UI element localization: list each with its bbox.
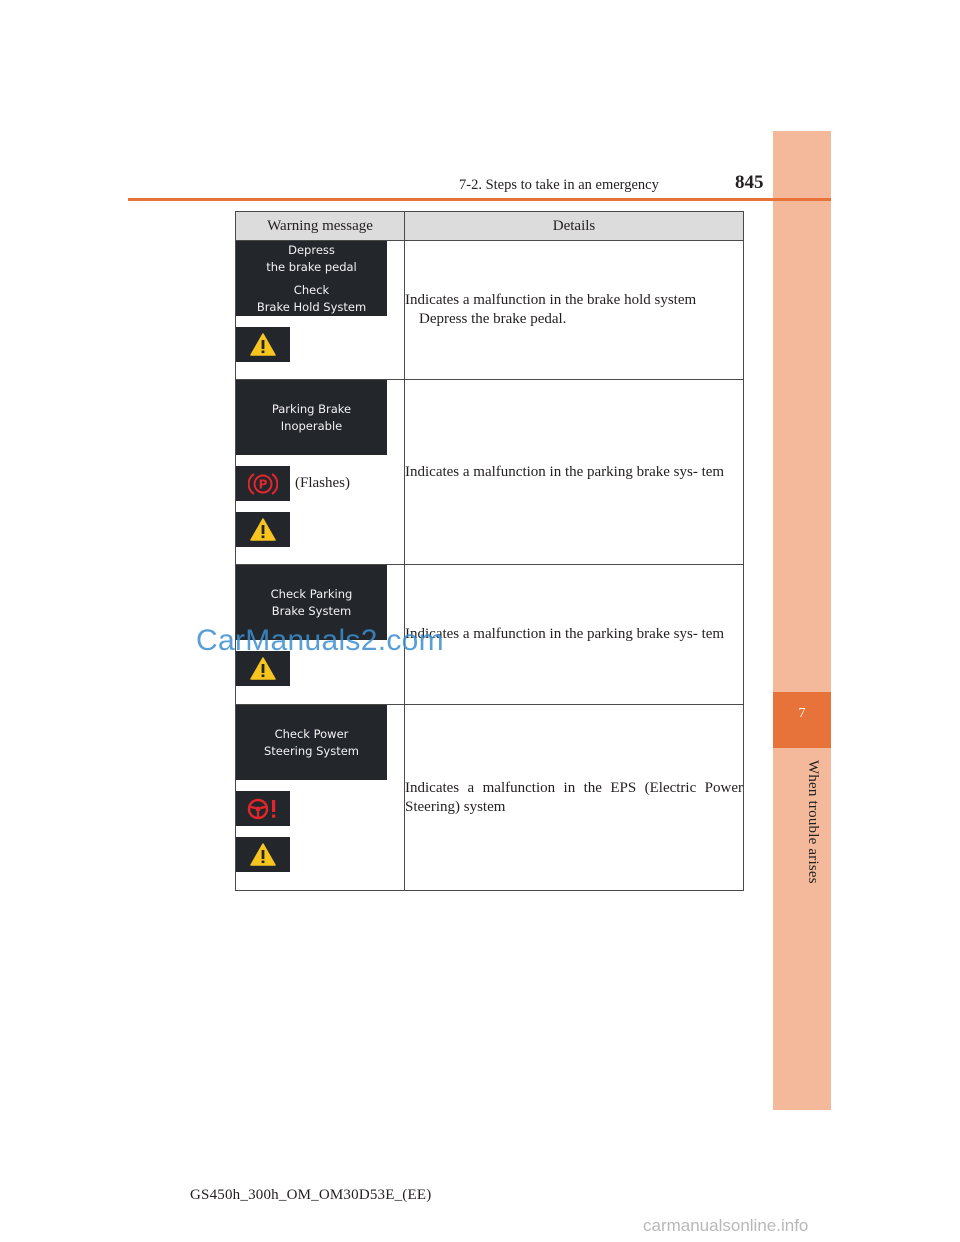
display-line: the brake pedal <box>266 259 357 274</box>
chapter-side-tab <box>773 131 831 1110</box>
column-header-details: Details <box>405 212 744 241</box>
details-cell <box>405 380 744 565</box>
multi-display-screen <box>236 241 387 316</box>
table-row <box>236 380 744 565</box>
warning-message-cell <box>236 380 405 565</box>
watermark-secondary: carmanualsonline.info <box>643 1216 809 1235</box>
page-number: 845 <box>735 172 764 193</box>
multi-display-screen <box>236 705 387 780</box>
details-text: Indicates a malfunction in the EPS (Electric Power Steering) system <box>405 779 743 815</box>
warning-message-cell <box>236 241 405 380</box>
display-line: Parking Brake <box>271 401 352 416</box>
multi-display-screen <box>236 380 387 455</box>
master-warning-icon <box>236 837 290 872</box>
details-cell <box>405 241 744 380</box>
details-subtext: Depress the brake pedal. <box>419 311 567 327</box>
details-text: Indicates a malfunction in the parking brake sys- tem <box>405 626 725 642</box>
section-title: 7-2. Steps to take in an emergency <box>459 177 659 193</box>
display-line: Check Parking <box>270 586 353 601</box>
chapter-number: 7 <box>798 706 806 721</box>
display-line: Brake Hold System <box>256 299 367 314</box>
column-header-warning-message: Warning message <box>236 212 405 241</box>
display-line: Brake System <box>271 603 352 618</box>
display-line: Depress <box>288 242 335 257</box>
display-line: Check Power <box>274 726 349 741</box>
parking-brake-icon <box>236 466 290 501</box>
master-warning-icon <box>236 327 290 362</box>
document-code: GS450h_300h_OM_OM30D53E_(EE) <box>190 1187 432 1203</box>
details-cell <box>405 705 744 891</box>
header-rule <box>128 198 831 201</box>
display-line: Steering System <box>263 743 359 758</box>
display-line: Check <box>293 282 330 297</box>
warning-message-cell <box>236 705 405 891</box>
chapter-title: When trouble arises <box>805 760 821 884</box>
details-text: Indicates a malfunction in the brake hold system <box>405 292 697 308</box>
table-row <box>236 705 744 891</box>
table-row <box>236 241 744 380</box>
warning-message-table <box>235 211 744 891</box>
table-header-row <box>236 212 744 241</box>
eps-warning-icon <box>236 791 290 826</box>
svg-text:P: P <box>258 477 268 491</box>
details-cell <box>405 565 744 705</box>
master-warning-icon <box>236 512 290 547</box>
watermark: CarManuals2.com <box>196 624 444 657</box>
icon-note: (Flashes) <box>295 475 350 491</box>
display-line: Inoperable <box>280 418 343 433</box>
details-text: Indicates a malfunction in the parking brake sys- tem <box>405 463 725 480</box>
